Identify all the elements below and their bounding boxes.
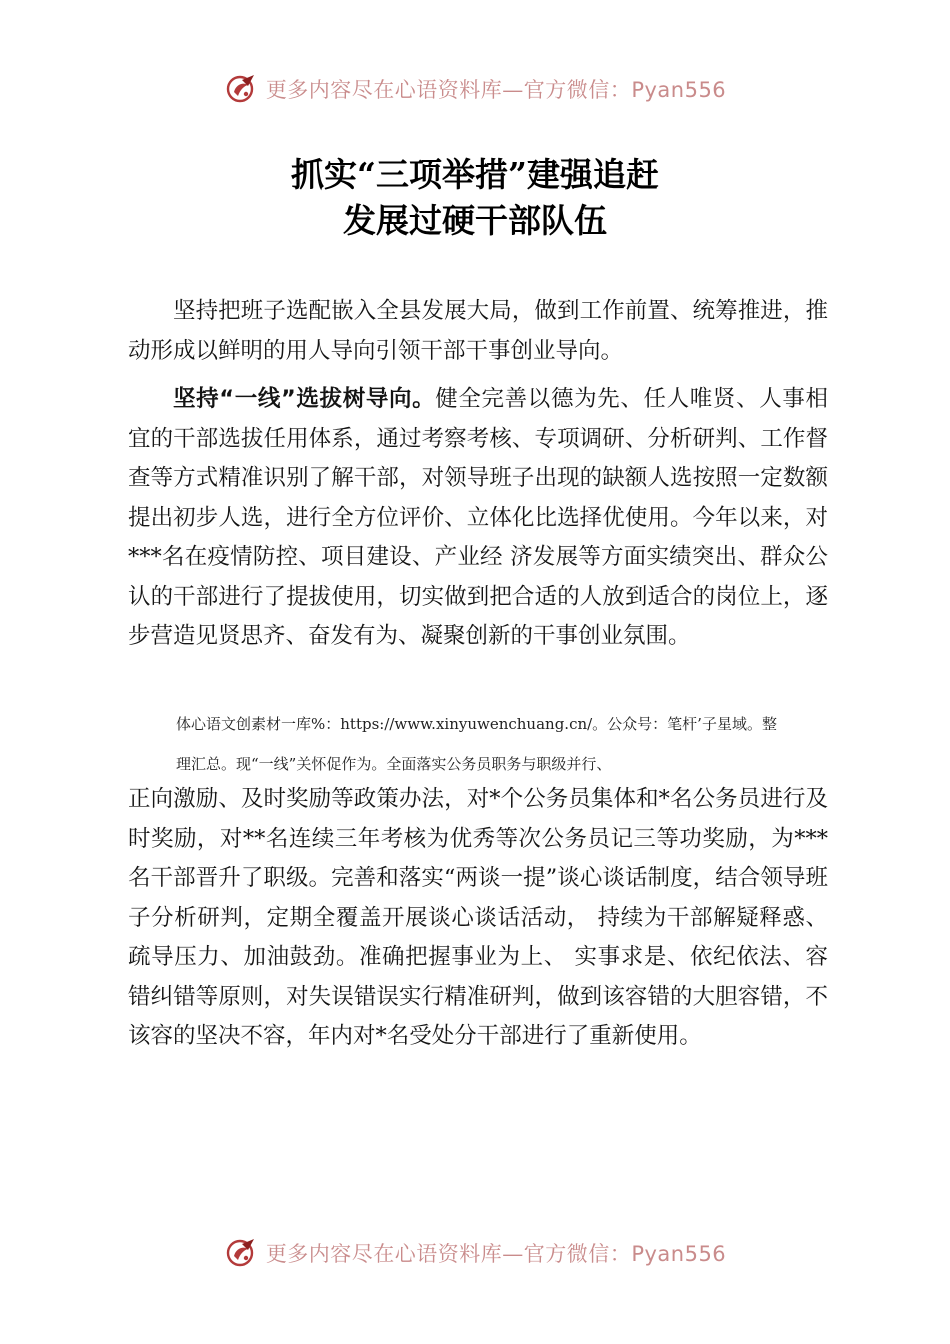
watermark-handle: Pyan556 bbox=[631, 78, 727, 102]
paragraph-selection-body: 健全完善以德为先、任人唯贤、人事相宜的干部选拔任用体系，通过考察考核、专项调研、分析研判、工作督查等方式精准识别了解干部，对领导班子出现的缺额人选按照一定数额提出初步人选，进行全方位评价、立体化比选择优使用。今年以来，对***名在疫情防控、项目建设、产业经 济发展等方面实绩突出、群众公认的干部进行了提拔使用，切实做到把合适的人放到适合的岗位上，逐步营造见贤思齐、奋发有为、凝聚创新的干事创业氛围。 bbox=[128, 386, 828, 649]
title-line-1: 抓实“三项举措”建强追赶 bbox=[291, 155, 659, 194]
watermark-text bbox=[266, 74, 726, 104]
header-watermark bbox=[0, 72, 950, 106]
paragraph-selection bbox=[128, 380, 828, 657]
paragraph-lead-heading: 坚持“一线”选拔树导向。 bbox=[173, 386, 436, 412]
watermark-text bbox=[266, 1238, 726, 1268]
document-title bbox=[0, 152, 950, 244]
inserted-note-line-1: 体心语文创素材一库%：https://www.xinyuwenchuang.cn/。公众号：笔杆’子星域。整 bbox=[176, 715, 777, 733]
pen-heart-logo-icon bbox=[224, 72, 258, 106]
pen-heart-logo-icon bbox=[224, 1236, 258, 1270]
watermark-label: 更多内容尽在心语资料库—官方微信： bbox=[265, 1242, 632, 1266]
inserted-note-line-2: 理汇总。现“一线”关怀促作为。全面落实公务员职务与职级并行、 bbox=[176, 755, 612, 773]
paragraph-intro: 坚持把班子选配嵌入全县发展大局，做到工作前置、统筹推进，推动形成以鲜明的用人导向引领干部干事创业导向。 bbox=[128, 298, 828, 364]
paragraph-incentive: 正向激励、及时奖励等政策办法，对*个公务员集体和*名公务员进行及时奖励，对**名连续三年考核为优秀等次公务员记三等功奖励，为***名干部晋升了职级。完善和落实“两谈一提”谈心谈话制度，结合领导班子分析研判，定期全覆盖开展谈心谈话活动， 持续为干部解疑释惑、疏导压力、加油鼓劲。准确把握事业为上、 实事求是、依纪依法、容错纠错等原则，对失误错误实行精准研判，做到该容错的大胆容错，不该容的坚决不容，年内对*名受处分干部进行了重新使用。 bbox=[128, 786, 828, 1049]
footer-watermark bbox=[0, 1236, 950, 1270]
title-line-2: 发展过硬干部队伍 bbox=[343, 201, 607, 240]
watermark-label: 更多内容尽在心语资料库—官方微信： bbox=[265, 78, 632, 102]
watermark-handle: Pyan556 bbox=[631, 1242, 727, 1266]
